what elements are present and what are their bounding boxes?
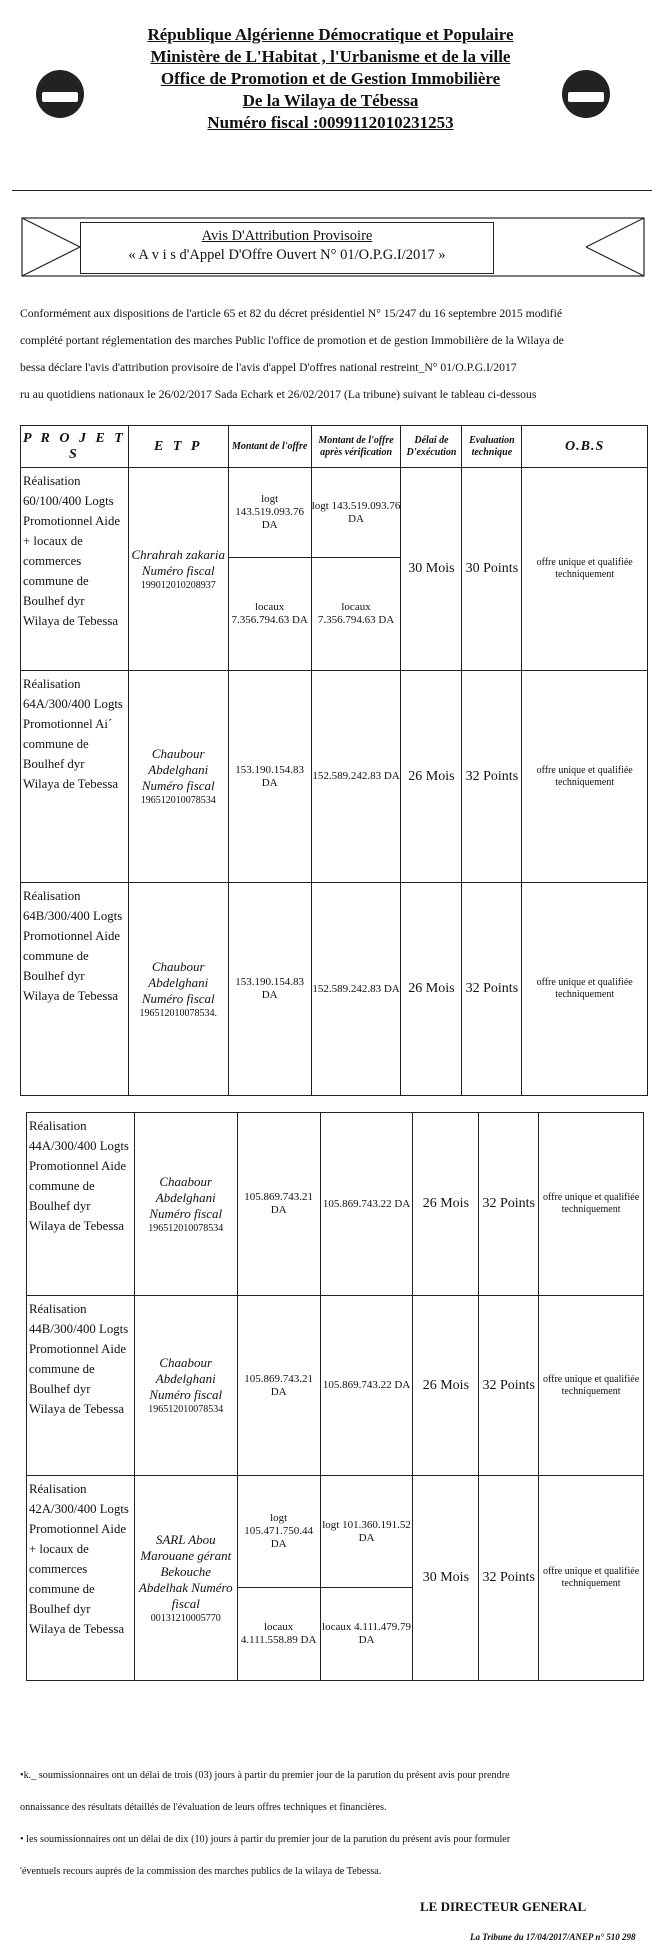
header-montant-verif: Montant de l'offre après vérification <box>311 426 401 468</box>
verif-cell: locaux 4.111.479.79 DA <box>320 1588 413 1681</box>
header-line-3: Office de Promotion et de Gestion Immobilière <box>160 69 501 88</box>
eval-cell: 32 Points <box>479 1113 539 1296</box>
attribution-table-2 <box>26 1112 644 1681</box>
table-row <box>21 671 648 883</box>
header-montant: Montant de l'offre <box>228 426 311 468</box>
projet-cell: Réalisation 42A/300/400 Logts Promotionnel Aide + locaux de commerces commune de Boulhef dyr Wilaya de Tebessa <box>27 1476 135 1681</box>
header-line-4: De la Wilaya de Tébessa <box>242 91 419 110</box>
etp-cell <box>128 468 228 671</box>
note-line: onnaissance des résultats détaillés de l'évaluation de leurs offres techniques et financières. <box>20 1802 387 1813</box>
eval-cell: 32 Points <box>462 883 522 1096</box>
banner-line-1: Avis D'Attribution Provisoire <box>201 228 373 244</box>
table-row <box>27 1296 644 1476</box>
projet-cell: Réalisation 64B/300/400 Logts Promotionnel Aide commune de Boulhef dyr Wilaya de Tebessa <box>21 883 129 1096</box>
banner-title-box <box>80 222 494 274</box>
header-evaluation: Evaluation technique <box>462 426 522 468</box>
etp-fiscal: 196512010078534. <box>139 1007 217 1019</box>
projet-cell: Réalisation 64A/300/400 Logts Promotionnel Ai´ commune de Boulhef dyr Wilaya de Tebessa <box>21 671 129 883</box>
delai-cell: 26 Mois <box>401 671 462 883</box>
document-header <box>0 24 661 134</box>
etp-name: Chaabour Abdelghani Numéro fiscal <box>149 1173 223 1221</box>
header-line-5: Numéro fiscal :0099112010231253 <box>207 113 454 132</box>
delai-cell: 26 Mois <box>413 1296 479 1476</box>
publication-footer: La Tribune du 17/04/2017/ANEP n° 510 298 <box>470 1932 636 1942</box>
notes-section <box>20 1760 660 1888</box>
table-header-row <box>21 426 648 468</box>
offre-cell: 153.190.154.83 DA <box>228 671 311 883</box>
table-row <box>27 1476 644 1588</box>
offre-cell: logt 143.519.093.76 DA <box>228 468 311 558</box>
verif-cell: 152.589.242.83 DA <box>311 883 401 1096</box>
etp-cell <box>134 1476 237 1681</box>
etp-name: Chaubour Abdelghani Numéro fiscal <box>141 958 215 1006</box>
etp-fiscal: 196512010078534 <box>148 1222 224 1234</box>
attribution-table-1 <box>20 425 648 1096</box>
intro-paragraph <box>20 300 650 408</box>
opgi-logo-right <box>562 70 610 118</box>
etp-cell <box>128 671 228 883</box>
verif-cell: 105.869.743.22 DA <box>320 1296 413 1476</box>
etp-name: Chaabour Abdelghani Numéro fiscal <box>149 1355 223 1402</box>
obs-cell: offre unique et qualifiée techniquement <box>522 883 648 1096</box>
etp-name: Chrahrah zakaria Numéro fiscal <box>131 546 226 578</box>
header-line-2: Ministère de L'Habitat , l'Urbanisme et de la ville <box>150 47 511 66</box>
table-row <box>21 883 648 1096</box>
eval-cell: 32 Points <box>479 1476 539 1681</box>
etp-name: SARL Abou Marouane gérant Bekouche Abdelhak Numéro fiscal <box>138 1531 233 1611</box>
header-rule <box>12 190 652 191</box>
offre-cell: 153.190.154.83 DA <box>228 883 311 1096</box>
projet-cell: Réalisation 44B/300/400 Logts Promotionnel Aide commune de Boulhef dyr Wilaya de Tebessa <box>27 1296 135 1476</box>
offre-cell: 105.869.743.21 DA <box>237 1113 320 1296</box>
table-row <box>27 1113 644 1296</box>
offre-cell: locaux 4.111.558.89 DA <box>237 1588 320 1681</box>
intro-line: ru au quotidiens nationaux le 26/02/2017 Sada Echark et 26/02/2017 (La tribune) suivant le tableau ci-dessous <box>20 388 537 401</box>
verif-cell: locaux 7.356.794.63 DA <box>311 558 401 671</box>
delai-cell: 30 Mois <box>413 1476 479 1681</box>
verif-cell: logt 101.360.191.52 DA <box>320 1476 413 1588</box>
delai-cell: 26 Mois <box>413 1113 479 1296</box>
verif-cell: 152.589.242.83 DA <box>311 671 401 883</box>
opgi-logo-left <box>36 70 84 118</box>
header-projets: P R O J E T S <box>21 426 129 468</box>
etp-fiscal: 196512010078534 <box>148 1404 224 1415</box>
intro-line: Conformément aux dispositions de l'article 65 et 82 du décret présidentiel N° 15/247 du 16 septembre 2015 modifié <box>20 307 563 320</box>
note-line: 'éventuels recours auprès de la commission des marches publics de la wilaya de Tebessa. <box>20 1866 382 1877</box>
header-etp: E T P <box>128 426 228 468</box>
obs-cell: offre unique et qualifiée techniquement <box>539 1476 644 1681</box>
header-obs: O.B.S <box>522 426 648 468</box>
etp-name: Chaubour Abdelghani Numéro fiscal <box>141 746 215 793</box>
table-row <box>21 468 648 558</box>
note-line: •k._ soumissionnaires ont un délai de trois (03) jours à partir du premier jour de la parution du présent avis pour prendre <box>20 1770 510 1781</box>
note-line: • les soumissionnaires ont un délai de dix (10) jours à partir du premier jour de la parution du présent avis pour formuler <box>20 1834 511 1845</box>
delai-cell: 26 Mois <box>401 883 462 1096</box>
projet-cell: Réalisation 44A/300/400 Logts Promotionnel Aide commune de Boulhef dyr Wilaya de Tebessa <box>27 1113 135 1296</box>
signature: LE DIRECTEUR GENERAL <box>420 1899 587 1914</box>
offre-cell: 105.869.743.21 DA <box>237 1296 320 1476</box>
eval-cell: 30 Points <box>462 468 522 671</box>
etp-fiscal: 199012010208937 <box>140 579 216 591</box>
header-line-1: République Algérienne Démocratique et Populaire <box>147 25 514 44</box>
offre-cell: locaux 7.356.794.63 DA <box>228 558 311 671</box>
obs-cell: offre unique et qualifiée techniquement <box>522 468 648 671</box>
etp-cell <box>128 883 228 1096</box>
obs-cell: offre unique et qualifiée techniquement <box>522 671 648 883</box>
verif-cell: 105.869.743.22 DA <box>320 1113 413 1296</box>
etp-cell <box>134 1296 237 1476</box>
verif-cell: logt 143.519.093.76 DA <box>311 468 401 558</box>
eval-cell: 32 Points <box>479 1296 539 1476</box>
obs-cell: offre unique et qualifiée techniquement <box>539 1296 644 1476</box>
obs-cell: offre unique et qualifiée techniquement <box>539 1113 644 1296</box>
etp-cell <box>134 1113 237 1296</box>
intro-line: complété portant réglementation des marches Public l'office de promotion et de gestion Immobilière de la Wilaya de <box>20 334 564 347</box>
offre-cell: logt 105.471.750.44 DA <box>237 1476 320 1588</box>
eval-cell: 32 Points <box>462 671 522 883</box>
etp-fiscal: 00131210005770 <box>150 1612 221 1624</box>
projet-cell: Réalisation 60/100/400 Logts Promotionnel Aide + locaux de commerces commune de Boulhef dyr Wilaya de Tebessa <box>21 468 129 671</box>
header-delai: Délai de D'exécution <box>401 426 462 468</box>
banner-line-2: « A v i s d'Appel D'Offre Ouvert N° 01/O.P.G.I/2017 » <box>128 247 446 263</box>
intro-line: bessa déclare l'avis d'attribution provisoire de l'avis d'appel D'offres national restreint_N° 01/O.P.G.I/2017 <box>20 361 517 374</box>
etp-fiscal: 196512010078534 <box>140 795 216 806</box>
delai-cell: 30 Mois <box>401 468 462 671</box>
